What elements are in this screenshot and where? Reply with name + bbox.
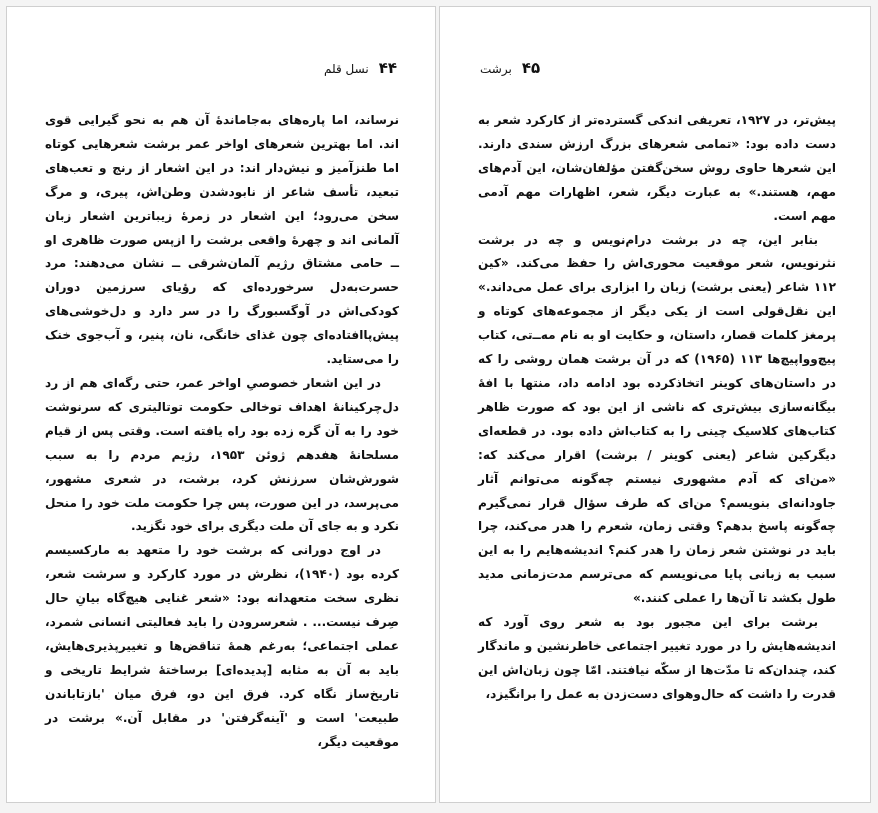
paragraph: برشت برای این مجبور بود به شعر روی آورد که اندیشه‌هایش را در مورد تغییر اجتماعی خاطرنشین و ماندگار کند، چندان‌که تا مدّت‌ها از سکّه نیافتند. امّا چون زبان‌اش این قدرت را داشت که حال‌وهوای دست‌زدن به عمل را برانگیزد، bbox=[478, 615, 836, 701]
paragraph: پیش‌تر، در ۱۹۲۷، تعریفی اندکی گسترده‌تر از کارکرد شعر به دست داده بود: «تمامی شعرهای بزرگ ارزش سندی دارند. این شعرها حاوی روش سخن‌گفتن مؤلفان‌شان، این آدم‌های مهم، هستند.» به عبارت دیگر، شعر، اظهارات مهم آدمی مهم است. bbox=[478, 113, 836, 223]
paragraph: نرساند، اما پاره‌های به‌جامانده‌ٔ آن هم به نحو گیرایی قوی اند. اما بهترین شعرهای اواخر عمر برشت شعرهایی کوتاه اما طنزآمیز و نیش‌دار اند: در این اشعار از رنج و تعب‌های تبعید، تأسف شاعر از نابودشدن وطن‌اش، پیری، و مرگ سخن می‌رود؛ این اشعار در زمرهٔ زیباترین اشعار زبان آلمانی اند و چهرهٔ واقعی برشت را ازپس صورت ظاهری او ــ حامی مشتاق رژیم آلمان‌شرقی ــ نشان می‌دهند: مرد حسرت‌به‌دل سرخورده‌ای که رؤیای سرزمین دوران کودکی‌اش در آوگسبورگ را در سر دارد و دل‌خوشی‌های پیش‌پاافتاده‌ای چون غذای خانگی، نان، پنیر، و آب‌جوی خنک را می‌ستاید. bbox=[45, 113, 399, 367]
paragraph: در اوج دورانی که برشت خود را متعهد به مارکسیسم کرده بود (۱۹۴۰)، نظرش در مورد کارکرد و سرشت شعر، نظری سخت متعهدانه بود: «شعر غنایی هیچ‌گاه بیانِ حال صِرف نیست... . شعرسرودن را باید فعالیتی انسانی شمرد، عملی اجتماعی؛ به‌رغم همهٔ تناقض‌ها و تغییرپذیری‌هایش، باید به آن به مثابه [پدیده‌ای] برساختهٔ شرایط تاریخی و تاریخ‌ساز نگاه کرد. فرق این دو، فرق میان 'بازتاباندن طبیعت' است و 'آینه‌گرفتن' در مقابل آن.» برشت در موقعیت دیگر، bbox=[45, 543, 399, 749]
running-title: نسل قلم bbox=[324, 62, 369, 76]
paragraph: بنابر این، چه در برشت درام‌نویس و چه در برشت نثرنویس، شعر موقعیت محوری‌اش را حفظ می‌کند. «کین ۱۱۲ شاعر (یعنی برشت) زبان را ابزاری برای عمل می‌داند.» این نقل‌قولی است از یکی دیگر از مجموعه‌های کوتاه و پرمغز کلمات قصار، داستان، و حکایت او به نام مه‌ــ‌تی، کتاب پیچ‌وواپیچ‌ها ۱۱۳ (۱۹۶۵) که در آن برشت همان روشی را که در داستان‌های کوینر اتخاذکرده بود ادامه داد، منتها با افهٔ بیگانه‌سازی بیش‌تری که ناشی از این بود که صورت ظاهر کتاب‌های کلاسیک چینی را به کتاب‌اش داده بود. در قطعه‌ای دیگرکین شاعر (یعنی کوینر / برشت) اقرار می‌کند که: «من‌ای که آدم مشهوری نیستم چه‌گونه می‌توانم آثار جاودانه‌ای بنویسم؟ من‌ای که طرف سؤال قرار نمی‌گیرم چه‌گونه پاسخ بدهم؟ وقتی زمان، شعرم را هدر می‌کند، چرا باید در نوشتن شعر زمان را هدر کنم؟ اندیشه‌هایم را به این سبب به زبانی پایا می‌نویسم که می‌ترسم مدت‌زمانی مدید طول بکشد تا آن‌ها را عملی کنند.» bbox=[478, 232, 836, 606]
page-number: ۴۴ bbox=[378, 59, 397, 77]
right-body-text bbox=[478, 109, 836, 707]
running-title: برشت bbox=[480, 62, 512, 76]
left-body-text bbox=[45, 109, 399, 754]
right-running-head bbox=[480, 59, 540, 83]
left-page bbox=[6, 6, 436, 803]
page-number: ۴۵ bbox=[521, 59, 541, 77]
paragraph: در این اشعار خصوصیِ اواخر عمر، حتی رگه‌ای هم از رد دل‌چرکینانهٔ اهداف توخالی حکومت توتالیتری که سرنوشت خود را به آن گره زده بود راه یافته است. وقتی پس از قیام مسلحانهٔ هفدهم ژوئن ۱۹۵۳، رژیم مردم را به سبب شورش‌شان سرزنش کرد، برشت، در شعری مشهور، می‌پرسد، در این صورت، پس چرا حکومت ملت خود را منحل نکرد و به جای آن ملت دیگری برای خود نگزید. bbox=[45, 375, 399, 534]
right-page bbox=[439, 6, 871, 803]
left-running-head bbox=[324, 59, 397, 83]
